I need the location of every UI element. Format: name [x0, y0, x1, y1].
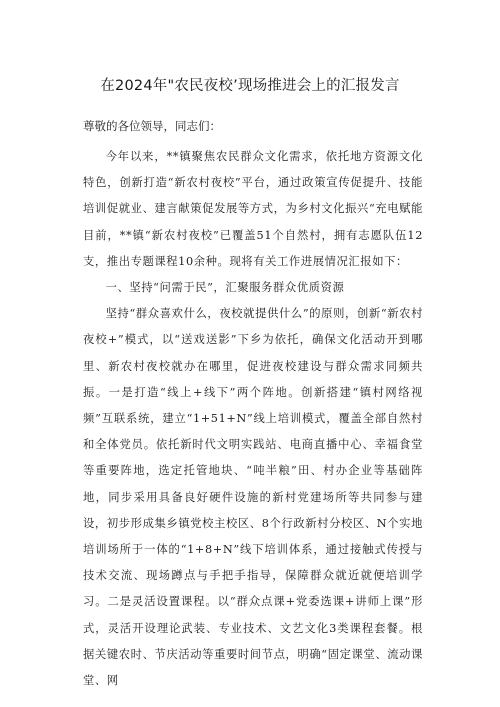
paragraph: 今年以来，**镇聚焦农民群众文化需求，依托地方资源文化特色，创新打造“新农村夜校”平台，通过政策宣传促提升、技能培训促就业、建言献策促发展等方式，为乡村文化振兴“充电赋能目前，**镇“新农村夜校”已覆盖51个自然村，拥有志愿队伍12支，推出专题课程10余种。现将有关工作进展情况汇报如下：	[83, 150, 423, 268]
document-title: 在2024年"农民夜校’现场推进会上的汇报发言	[100, 78, 400, 94]
salutation: 尊敬的各位领导，同志们：	[83, 119, 221, 133]
section-heading: 一、坚持“问需于民”，汇聚服务群众优质资源	[105, 281, 345, 295]
document-body	[83, 118, 423, 694]
paragraph: 坚持“群众喜欢什么，夜校就提供什么”的原则，创新“新农村夜校+”模式，以“送戏送影”下乡为依托，确保文化活动开到哪里、新农村夜校就办在哪里，促进夜校建设与群众需求同频共振。一是打造“线上+线下”两个阵地。创新搭建“镇村网络视频”互联系统，建立“1+51+N”线上培训模式，覆盖全部自然村和全体党员。依托新时代文明实践站、电商直播中心、幸福食堂等重要阵地，选定托管地块、“吨半粮”田、村办企业等基础阵地，同步采用具备良好硬件设施的新村党建场所等共同参与建设，初步形成集乡镇党校主校区、8个行政新村分校区、N个实地培训场所于一体的“1+8+N”线下培训体系，通过接触式传授与技术交流、现场蹲点与手把手指导，保障群众就近就便培训学习。二是灵活设置课程。以“群众点课+党委选课+讲师上课”形式，灵活开设理论武装、专业技术、文艺文化3类课程套餐。根据关键农时、节庆活动等重要时间节点，明确“固定课堂、流动课堂、网	[83, 307, 423, 688]
